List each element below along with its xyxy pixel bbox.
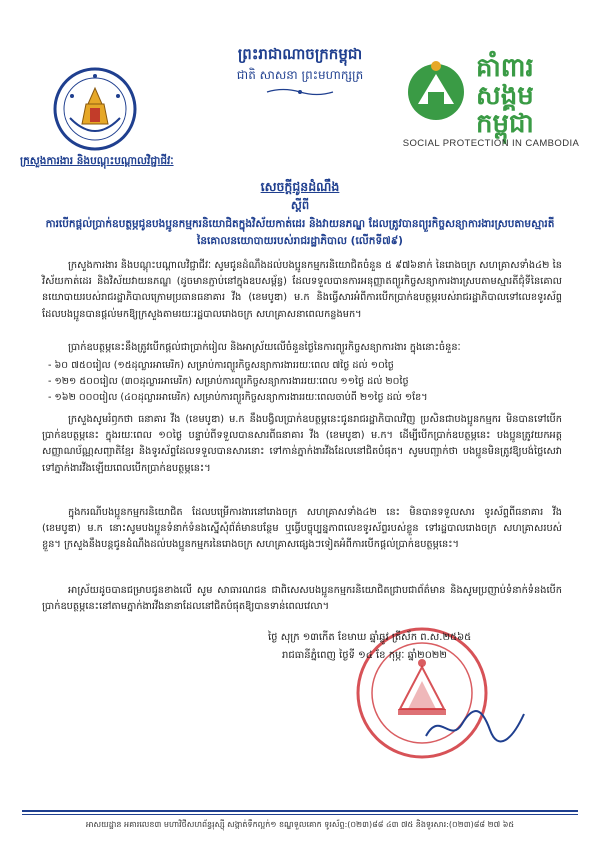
subject-label: ស្តីពី <box>290 198 310 212</box>
ministry-logo <box>52 66 138 152</box>
social-protection-logo <box>400 42 580 152</box>
paragraph-1: ក្រសួងការងារ និងបណ្តុះបណ្តាលវិជ្ជាជីវៈ សូមជូនដំណឹងដល់បងប្អូនកម្មករនិយោជិតចំនួន ៥ ៩៧៦នាក់ នៃរោងចក្រ សហគ្រាសទាំង៤២ នៃវិស័យកាត់ដេរ និងវិស័យវាយនភណ្ឌ (ដូចមានភ្ជាប់នៅក្នុងឧបសម្ព័ន្ធ) ដែលទទួលបានការអនុញ្ញាតព្យួរកិច្ចសន្យាការងារស្របតាមស្មារតីជុំទីនៃគោលនយោបាយរបស់រាជរដ្ឋាភិបាលក្រោមប្រធានធនាគារ វីង (ខេមបូឌា) ម.ក និងធ្វើសារអំពីការបើកប្រាក់ឧបត្ថម្ភរបស់រាជរដ្ឋាភិបាលទៅលេខទូរស័ព្ទ ដែលបងប្អូនបានផ្តល់មកឱ្យក្រសួងតាមរយៈរដ្ឋបាលរោងចក្រ សហគ្រាសនាពេលកន្លងមក។ <box>42 260 562 320</box>
kingdom-motto: ជាតិ សាសនា ព្រះមហាក្សត្រ <box>236 68 364 82</box>
allowance-list <box>48 358 568 406</box>
list-item: - ៦០ ៧៥០រៀល (១៥ដុល្លារអាមេរិក) សម្រាប់ការព្យួរកិច្ចសន្យាការងាររយៈពេល ៧ថ្ងៃ ដល់ ១០ថ្ងៃ <box>48 360 394 371</box>
paragraph-5: អាស្រ័យដូចបានជម្រាបជូនខាងលើ សូម សាធារណជន ជាពិសេសបងប្អូនកម្មករនិយោជិតជ្រាបជាព័ត៌មាន និងសូមប្រញាប់ទំនាក់ទំនងបើកប្រាក់ឧបត្ថម្ភនេះនៅតាមភ្នាក់ងារវីងនានាដែលនៅជិតបំផុតឱ្យបានទាន់ពេលវេលា។ <box>42 585 562 613</box>
solar-date: រាជធានីភ្នំពេញ ថ្ងៃទី ១៤ ខែ កុម្ភៈ ឆ្នាំ២០២២ <box>282 650 447 661</box>
document-subject: ការបើកផ្តល់ប្រាក់ឧបត្ថម្ភជូនបងប្អូនកម្មករនិយោជិតក្នុងវិស័យកាត់ដេរ និងវាយនភណ្ឌ ដែលត្រូវបានព្យួរកិច្ចសន្យាការងារស្របតាមស្មារតីនៃគោលនយោបាយរបស់រាជរដ្ឋាភិបាល (លើកទី៧៩) <box>45 218 555 247</box>
ministry-name: ក្រសួងការងារ និងបណ្តុះបណ្តាលវិជ្ជាជីវៈ <box>20 155 174 167</box>
svg-text:កម្ពុជា: កម្ពុជា <box>476 109 534 139</box>
paragraph-4: ក្នុងករណីបងប្អូនកម្មករនិយោជិត ដែលបម្រើការងារនៅរោងចក្រ សហគ្រាសទាំង៤២ នេះ មិនបានទទួលសារ ទូរស័ព្ទពីធនាគារ វីង (ខេមបូឌា) ម.ក នោះសូមបងប្អូនទំនាក់ទំនងស្នើសុំព័ត៌មានបន្ថែម ឬធ្វើបច្ចុប្បន្នភាពលេខទូរស័ព្ទរបស់ខ្លួន ទៅរដ្ឋបាលរោងចក្រ សហគ្រាសរបស់ខ្លួន។ ក្រសួងនឹងបន្តជូនដំណឹងដល់បងប្អូនកម្មករនៃរោងចក្រ សហគ្រាសផ្សេងៗទៀតអំពីការបើកផ្តល់ប្រាក់ឧបត្ថម្ភនេះ។ <box>42 507 562 551</box>
title-block <box>30 178 570 250</box>
svg-text:សង្គម: សង្គម <box>476 81 534 111</box>
paragraph-2: ប្រាក់ឧបត្ថម្ភនេះនឹងត្រូវបើកផ្តល់ជាប្រាក់រៀល និងអាស្រ័យលើចំនួនថ្ងៃនៃការព្យួរកិច្ចសន្យាការងារ ក្នុងនោះចំនួនៈ <box>68 342 461 353</box>
svg-text:គាំពារ: គាំពារ <box>476 53 534 83</box>
footer-address: អាសយដ្ឋាន អគារលេខ៣ មហាវិថីសហព័ន្ធរុស្ស៊ី សង្កាត់ទឹកល្អក់១ ខណ្ឌទួលគោក ទូរស័ព្ទ:(០២៣)៨៨ ៤៣ ៧៥ និងទូរសារ:(០២៣)៨៨ ២៧ ៦៥ <box>85 820 515 829</box>
kingdom-title: ព្រះរាជាណាចក្រកម្ពុជា <box>237 45 363 63</box>
lunar-date: ថ្ងៃ សុក្រ ១៣កើត ខែមាឃ ឆ្នាំឆ្លូវ ត្រីស័ក ព.ស.២៥៦៥ <box>268 632 472 643</box>
kingdom-heading <box>170 44 430 97</box>
signature <box>420 700 530 750</box>
paragraph-3: ក្រសួងសូមរំឭកថា ធនាគារ វីង (ខេមបូឌា) ម.ក នឹងបង្វិលប្រាក់ឧបត្ថម្ភនេះជូនរាជរដ្ឋាភិបាលវិញ ប្រសិនជាបងប្អូនកម្មករ មិនបានទៅបើកប្រាក់ឧបត្ថម្ភនេះ ក្នុងរយៈពេល ១០ថ្ងៃ បន្ទាប់ពីទទួលបានសារពីធនាគារ វីង (ខេមបូឌា) ម.ក។ ដើម្បីបើកប្រាក់ឧបត្ថម្ភនេះ បងប្អូនត្រូវយកអត្តសញ្ញាណប័ណ្ណសញ្ជាតិខ្មែរ និងទូរស័ព្ទដែលទទួលបានសារនោះ ទៅកាន់ភ្នាក់ងារវីងដែលនៅជិតបំផុត។ សូមបញ្ជាក់ថា បងប្អូនមិនត្រូវឱ្យបង់ថ្លៃសេវាទៅភ្នាក់ងារវីងឡើយពេលបើកប្រាក់ឧបត្ថម្ភនេះ។ <box>42 414 562 474</box>
footer-divider <box>22 810 578 812</box>
document-title: សេចក្តីជូនដំណឹង <box>260 179 340 194</box>
list-item: - ១៦២ ០០០រៀល (៤០ដុល្លារអាមេរិក) សម្រាប់ការព្យួរកិច្ចសន្យាការងាររយៈពេលចាប់ពី ២១ថ្ងៃ ដល់ ១ខែ។ <box>48 392 428 403</box>
ornament-divider <box>265 87 335 97</box>
footer-divider-thin <box>22 814 578 815</box>
list-item: - ១២១ ៥០០រៀល (៣០ដុល្លារអាមេរិក) សម្រាប់ការព្យួរកិច្ចសន្យាការងាររយៈពេល ១១ថ្ងៃ ដល់ ២០ថ្ងៃ <box>48 376 409 387</box>
social-protection-tagline: SOCIAL PROTECTION IN CAMBODIA <box>402 138 580 149</box>
